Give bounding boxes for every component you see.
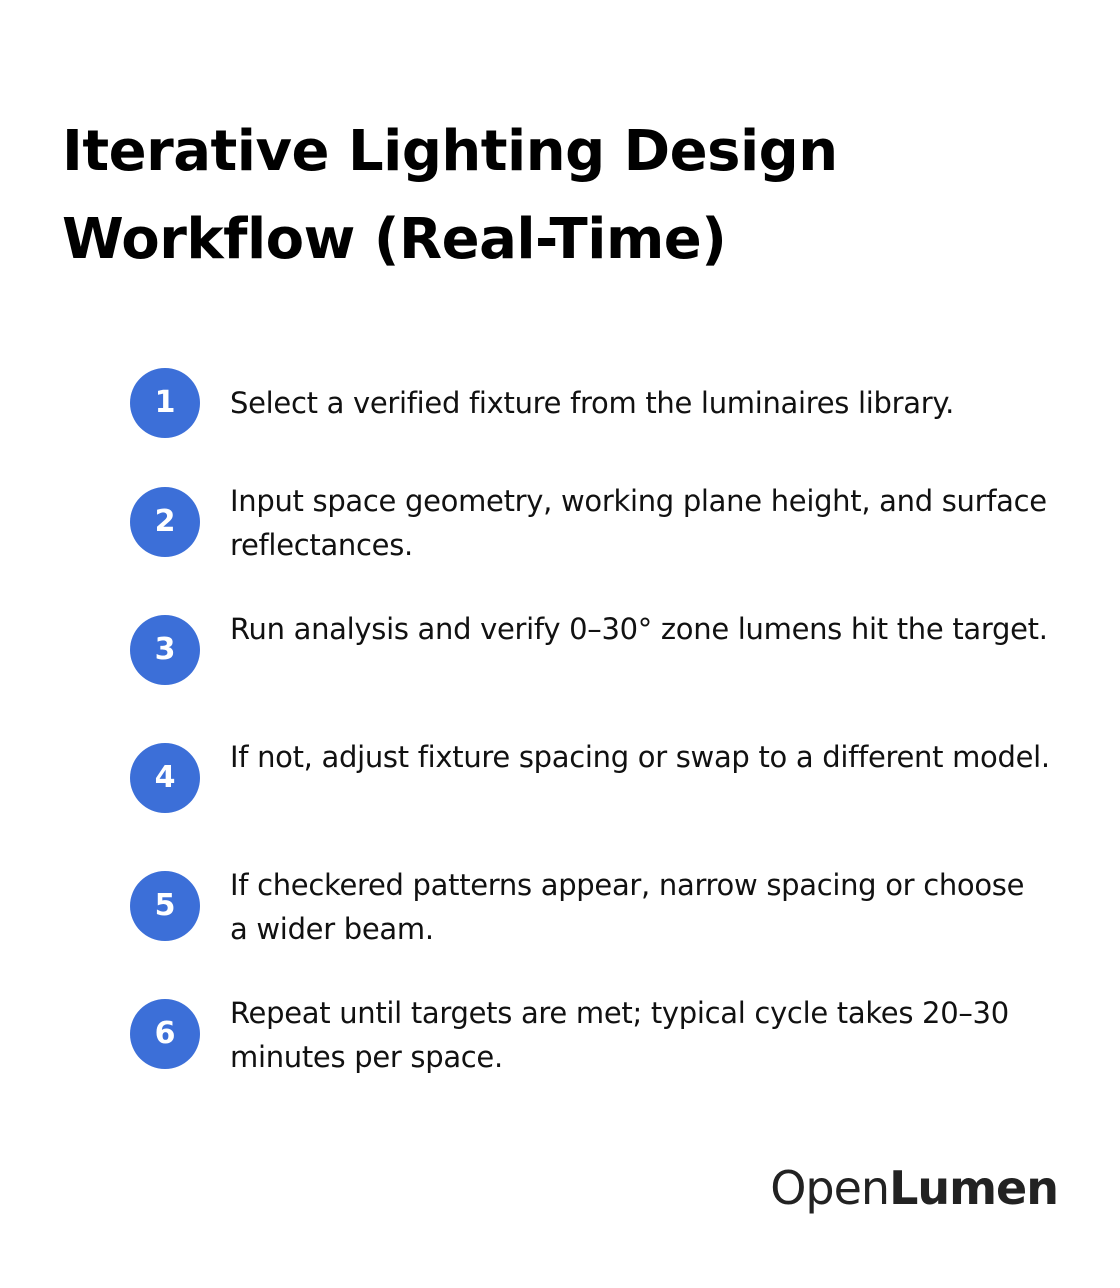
step-number-badge: 5 [130,871,200,941]
openlumen-logo [770,1158,1058,1218]
page-title: Iterative Lighting Design Workflow (Real-Time) [62,119,838,272]
step-text: Input space geometry, working plane height, and surface reflectances. [230,484,1047,562]
step-text: Repeat until targets are met; typical cycle takes 20–30 minutes per space. [230,996,1009,1074]
logo-bold-text: Lumen [889,1161,1058,1215]
logo-light-text: Open [770,1161,890,1215]
step-number-badge: 1 [130,368,200,438]
step-text: Select a verified fixture from the luminaires library. [230,386,955,420]
step-number-badge: 2 [130,487,200,557]
step-text: If not, adjust fixture spacing or swap to a different model. [230,740,1050,774]
step-text: Run analysis and verify 0–30° zone lumens hit the target. [230,612,1048,646]
step-number-badge: 6 [130,999,200,1069]
step-text: If checkered patterns appear, narrow spacing or choose a wider beam. [230,868,1025,946]
step-number-badge: 4 [130,743,200,813]
step-number-badge: 3 [130,615,200,685]
